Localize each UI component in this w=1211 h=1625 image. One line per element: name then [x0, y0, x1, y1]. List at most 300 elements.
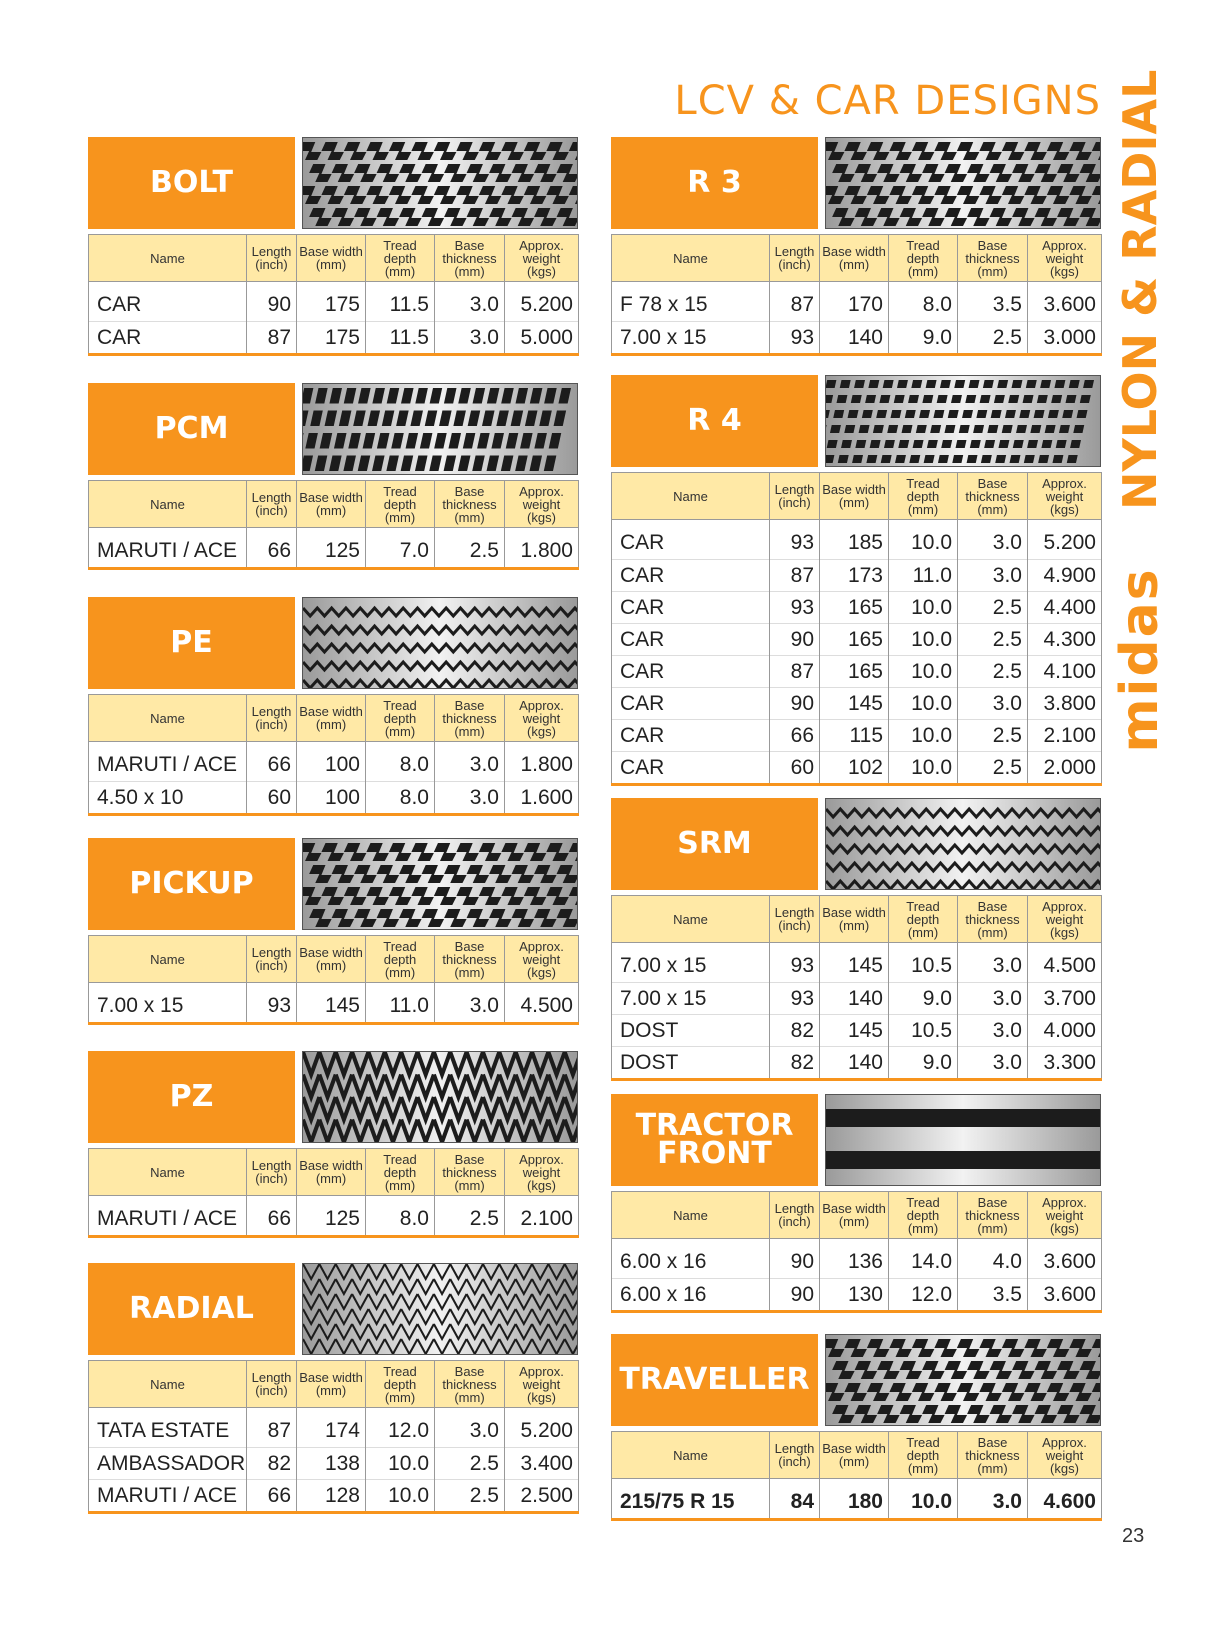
cell-base-width: 145 — [820, 688, 889, 720]
cell-weight: 2.100 — [505, 1196, 579, 1237]
column-header-base-width: Base width (mm) — [297, 235, 366, 282]
table-row — [612, 688, 1102, 720]
design-label: PCM — [88, 383, 295, 475]
cell-name: AMBASSADOR — [89, 1448, 247, 1480]
design-block-traveller — [611, 1334, 1101, 1521]
cell-name: 215/75 R 15 — [612, 1479, 770, 1520]
cell-base-width: 165 — [820, 624, 889, 656]
cell-weight: 1.800 — [505, 742, 579, 782]
cell-base-thickness: 3.0 — [958, 1479, 1028, 1520]
cell-tread-depth: 8.0 — [889, 282, 958, 322]
table-row — [89, 282, 579, 322]
spec-table — [611, 1191, 1102, 1313]
design-label: PE — [88, 597, 295, 689]
tread-pattern-image — [825, 1334, 1101, 1426]
cell-base-thickness: 3.0 — [958, 520, 1028, 560]
design-label: R 3 — [611, 137, 818, 229]
cell-base-thickness: 2.5 — [958, 752, 1028, 785]
cell-name: MARUTI / ACE — [89, 1196, 247, 1237]
design-block-r-4 — [611, 375, 1101, 786]
cell-base-width: 140 — [820, 983, 889, 1015]
column-header-length: Length (inch) — [247, 695, 297, 742]
cell-base-thickness: 2.5 — [958, 720, 1028, 752]
cell-base-thickness: 2.5 — [958, 656, 1028, 688]
design-label: RADIAL — [88, 1263, 295, 1355]
cell-length: 87 — [770, 282, 820, 322]
cell-base-width: 128 — [297, 1480, 366, 1513]
cell-tread-depth: 11.0 — [366, 983, 435, 1024]
brand-logo: midas — [1110, 567, 1170, 753]
column-header-name: Name — [89, 695, 247, 742]
table-row — [89, 322, 579, 355]
cell-weight: 1.600 — [505, 782, 579, 815]
cell-length: 66 — [247, 742, 297, 782]
spec-table — [88, 694, 579, 816]
table-row — [612, 592, 1102, 624]
cell-base-thickness: 2.5 — [958, 592, 1028, 624]
column-header-tread-depth: Tread depth (mm) — [366, 235, 435, 282]
cell-weight: 4.000 — [1028, 1015, 1102, 1047]
cell-base-thickness: 3.0 — [435, 282, 505, 322]
column-header-tread-depth: Tread depth (mm) — [366, 695, 435, 742]
column-header-tread-depth: Tread depth (mm) — [366, 1149, 435, 1196]
column-header-base-width: Base width (mm) — [297, 1149, 366, 1196]
cell-tread-depth: 11.0 — [889, 560, 958, 592]
cell-base-thickness: 3.5 — [958, 282, 1028, 322]
cell-name: F 78 x 15 — [612, 282, 770, 322]
design-block-bolt — [88, 137, 578, 356]
design-block-r-3 — [611, 137, 1101, 356]
column-header-tread-depth: Tread depth (mm) — [889, 896, 958, 943]
cell-base-width: 180 — [820, 1479, 889, 1520]
cell-base-width: 102 — [820, 752, 889, 785]
column-header-weight: Approx. weight (kgs) — [1028, 473, 1102, 520]
column-header-base-thickness: Base thickness (mm) — [435, 481, 505, 528]
column-header-tread-depth: Tread depth (mm) — [366, 481, 435, 528]
cell-weight: 2.100 — [1028, 720, 1102, 752]
column-header-base-thickness: Base thickness (mm) — [435, 1149, 505, 1196]
spec-table — [88, 234, 579, 356]
cell-base-width: 185 — [820, 520, 889, 560]
cell-tread-depth: 9.0 — [889, 322, 958, 355]
cell-length: 87 — [247, 322, 297, 355]
cell-weight: 5.200 — [505, 282, 579, 322]
column-header-base-width: Base width (mm) — [297, 936, 366, 983]
cell-weight: 4.300 — [1028, 624, 1102, 656]
design-block-srm — [611, 798, 1101, 1081]
tread-pattern-image — [302, 1051, 578, 1143]
cell-base-thickness: 3.0 — [435, 322, 505, 355]
cell-weight: 4.500 — [505, 983, 579, 1024]
cell-tread-depth: 10.0 — [889, 688, 958, 720]
column-header-name: Name — [89, 235, 247, 282]
column-header-tread-depth: Tread depth (mm) — [889, 1192, 958, 1239]
cell-base-width: 130 — [820, 1279, 889, 1312]
column-header-name: Name — [612, 1192, 770, 1239]
cell-base-width: 140 — [820, 322, 889, 355]
cell-weight: 3.600 — [1028, 1239, 1102, 1279]
table-row — [612, 656, 1102, 688]
design-block-pe — [88, 597, 578, 816]
table-row — [612, 943, 1102, 983]
column-header-weight: Approx. weight (kgs) — [505, 235, 579, 282]
cell-name: TATA ESTATE — [89, 1408, 247, 1448]
cell-base-width: 175 — [297, 322, 366, 355]
cell-name: 7.00 x 15 — [612, 322, 770, 355]
cell-weight: 3.600 — [1028, 1279, 1102, 1312]
cell-tread-depth: 8.0 — [366, 782, 435, 815]
column-header-base-width: Base width (mm) — [820, 235, 889, 282]
column-header-base-thickness: Base thickness (mm) — [435, 235, 505, 282]
section-side-label: NYLON & RADIAL — [1113, 69, 1167, 510]
cell-length: 66 — [247, 1196, 297, 1237]
column-header-length: Length (inch) — [247, 481, 297, 528]
cell-base-thickness: 3.0 — [958, 943, 1028, 983]
design-block-radial — [88, 1263, 578, 1514]
column-header-tread-depth: Tread depth (mm) — [889, 473, 958, 520]
table-row — [612, 1239, 1102, 1279]
cell-name: 7.00 x 15 — [89, 983, 247, 1024]
cell-name: 7.00 x 15 — [612, 943, 770, 983]
column-header-base-width: Base width (mm) — [820, 896, 889, 943]
tread-pattern-image — [825, 137, 1101, 229]
cell-base-thickness: 3.0 — [958, 1015, 1028, 1047]
cell-length: 93 — [770, 520, 820, 560]
cell-length: 87 — [247, 1408, 297, 1448]
cell-name: CAR — [612, 592, 770, 624]
cell-base-width: 138 — [297, 1448, 366, 1480]
column-header-base-width: Base width (mm) — [820, 1432, 889, 1479]
tread-pattern-image — [825, 375, 1101, 467]
design-block-pz — [88, 1051, 578, 1238]
column-header-length: Length (inch) — [247, 1361, 297, 1408]
column-header-weight: Approx. weight (kgs) — [1028, 896, 1102, 943]
cell-tread-depth: 8.0 — [366, 1196, 435, 1237]
page-title: LCV & CAR DESIGNS — [674, 78, 1101, 124]
cell-tread-depth: 9.0 — [889, 1047, 958, 1080]
cell-tread-depth: 12.0 — [889, 1279, 958, 1312]
cell-base-width: 165 — [820, 656, 889, 688]
spec-table — [611, 895, 1102, 1081]
cell-weight: 5.200 — [1028, 520, 1102, 560]
cell-base-thickness: 3.5 — [958, 1279, 1028, 1312]
cell-length: 66 — [247, 1480, 297, 1513]
table-row — [612, 1279, 1102, 1312]
cell-weight: 3.400 — [505, 1448, 579, 1480]
column-header-weight: Approx. weight (kgs) — [1028, 235, 1102, 282]
table-row — [89, 1448, 579, 1480]
cell-name: DOST — [612, 1015, 770, 1047]
cell-tread-depth: 10.0 — [889, 1479, 958, 1520]
page-number: 23 — [1122, 1525, 1145, 1547]
column-header-length: Length (inch) — [770, 1192, 820, 1239]
cell-base-thickness: 3.0 — [958, 1047, 1028, 1080]
table-row — [612, 322, 1102, 355]
cell-base-thickness: 3.0 — [435, 782, 505, 815]
cell-base-thickness: 4.0 — [958, 1239, 1028, 1279]
cell-base-width: 145 — [820, 943, 889, 983]
cell-base-thickness: 3.0 — [958, 560, 1028, 592]
column-header-base-width: Base width (mm) — [297, 1361, 366, 1408]
tread-pattern-image — [825, 1094, 1101, 1186]
design-label: PICKUP — [88, 838, 295, 930]
tread-pattern-image — [302, 383, 578, 475]
cell-tread-depth: 10.0 — [889, 520, 958, 560]
cell-base-thickness: 3.0 — [435, 983, 505, 1024]
spec-table — [88, 935, 579, 1025]
cell-length: 87 — [770, 656, 820, 688]
cell-weight: 2.000 — [1028, 752, 1102, 785]
cell-name: MARUTI / ACE — [89, 1480, 247, 1513]
cell-length: 82 — [770, 1047, 820, 1080]
column-header-weight: Approx. weight (kgs) — [505, 481, 579, 528]
cell-weight: 3.000 — [1028, 322, 1102, 355]
cell-tread-depth: 10.0 — [889, 592, 958, 624]
cell-base-thickness: 2.5 — [958, 624, 1028, 656]
table-row — [612, 752, 1102, 785]
column-header-length: Length (inch) — [247, 1149, 297, 1196]
tread-pattern-image — [302, 838, 578, 930]
table-row — [612, 624, 1102, 656]
tread-pattern-image — [302, 1263, 578, 1355]
cell-tread-depth: 14.0 — [889, 1239, 958, 1279]
cell-length: 90 — [770, 624, 820, 656]
cell-base-width: 170 — [820, 282, 889, 322]
cell-name: CAR — [89, 322, 247, 355]
spec-table — [611, 472, 1102, 786]
cell-name: CAR — [612, 560, 770, 592]
spec-table — [88, 1360, 579, 1514]
cell-length: 93 — [247, 983, 297, 1024]
column-header-name: Name — [89, 1361, 247, 1408]
cell-weight: 4.900 — [1028, 560, 1102, 592]
cell-weight: 3.700 — [1028, 983, 1102, 1015]
cell-name: CAR — [612, 520, 770, 560]
table-row — [89, 983, 579, 1024]
cell-length: 93 — [770, 322, 820, 355]
column-header-weight: Approx. weight (kgs) — [505, 1361, 579, 1408]
column-header-base-thickness: Base thickness (mm) — [958, 1432, 1028, 1479]
table-row — [89, 528, 579, 569]
column-header-name: Name — [612, 235, 770, 282]
design-label: TRAVELLER — [611, 1334, 818, 1426]
table-row — [89, 742, 579, 782]
spec-table — [88, 1148, 579, 1238]
column-header-tread-depth: Tread depth (mm) — [889, 235, 958, 282]
cell-weight: 2.500 — [505, 1480, 579, 1513]
column-header-base-thickness: Base thickness (mm) — [435, 936, 505, 983]
table-row — [612, 520, 1102, 560]
cell-length: 66 — [770, 720, 820, 752]
cell-base-width: 174 — [297, 1408, 366, 1448]
cell-tread-depth: 10.5 — [889, 943, 958, 983]
column-header-base-thickness: Base thickness (mm) — [435, 695, 505, 742]
cell-weight: 4.600 — [1028, 1479, 1102, 1520]
cell-weight: 5.000 — [505, 322, 579, 355]
table-row — [89, 1408, 579, 1448]
cell-length: 90 — [247, 282, 297, 322]
design-label: BOLT — [88, 137, 295, 229]
cell-weight: 5.200 — [505, 1408, 579, 1448]
column-header-base-thickness: Base thickness (mm) — [958, 473, 1028, 520]
cell-length: 66 — [247, 528, 297, 569]
cell-tread-depth: 10.0 — [889, 752, 958, 785]
cell-base-thickness: 3.0 — [958, 688, 1028, 720]
cell-length: 93 — [770, 592, 820, 624]
column-header-name: Name — [89, 481, 247, 528]
column-header-base-thickness: Base thickness (mm) — [435, 1361, 505, 1408]
cell-name: CAR — [612, 752, 770, 785]
cell-tread-depth: 10.5 — [889, 1015, 958, 1047]
column-header-base-thickness: Base thickness (mm) — [958, 1192, 1028, 1239]
cell-length: 82 — [770, 1015, 820, 1047]
cell-tread-depth: 10.0 — [889, 720, 958, 752]
column-header-weight: Approx. weight (kgs) — [1028, 1192, 1102, 1239]
cell-length: 60 — [770, 752, 820, 785]
cell-name: DOST — [612, 1047, 770, 1080]
table-row — [89, 1480, 579, 1513]
design-block-tractor-front — [611, 1094, 1101, 1313]
column-header-tread-depth: Tread depth (mm) — [366, 936, 435, 983]
cell-tread-depth: 10.0 — [889, 624, 958, 656]
cell-name: CAR — [612, 720, 770, 752]
column-header-base-thickness: Base thickness (mm) — [958, 235, 1028, 282]
cell-tread-depth: 9.0 — [889, 983, 958, 1015]
spec-table — [611, 234, 1102, 356]
cell-tread-depth: 8.0 — [366, 742, 435, 782]
cell-base-width: 100 — [297, 742, 366, 782]
tread-pattern-image — [302, 597, 578, 689]
cell-length: 93 — [770, 943, 820, 983]
table-row — [612, 1479, 1102, 1520]
cell-base-width: 173 — [820, 560, 889, 592]
cell-base-thickness: 2.5 — [435, 528, 505, 569]
cell-base-width: 145 — [820, 1015, 889, 1047]
cell-name: 4.50 x 10 — [89, 782, 247, 815]
cell-weight: 3.300 — [1028, 1047, 1102, 1080]
cell-name: CAR — [612, 624, 770, 656]
cell-tread-depth: 7.0 — [366, 528, 435, 569]
column-header-base-width: Base width (mm) — [297, 695, 366, 742]
column-header-name: Name — [89, 1149, 247, 1196]
column-header-base-thickness: Base thickness (mm) — [958, 896, 1028, 943]
cell-name: 7.00 x 15 — [612, 983, 770, 1015]
cell-name: CAR — [612, 656, 770, 688]
cell-length: 82 — [247, 1448, 297, 1480]
cell-name: 6.00 x 16 — [612, 1239, 770, 1279]
cell-base-width: 100 — [297, 782, 366, 815]
column-header-tread-depth: Tread depth (mm) — [366, 1361, 435, 1408]
spec-table — [88, 480, 579, 570]
spec-table — [611, 1431, 1102, 1521]
cell-base-width: 125 — [297, 1196, 366, 1237]
cell-tread-depth: 11.5 — [366, 282, 435, 322]
cell-base-width: 140 — [820, 1047, 889, 1080]
cell-length: 87 — [770, 560, 820, 592]
design-block-pickup — [88, 838, 578, 1025]
cell-base-thickness: 2.5 — [435, 1196, 505, 1237]
cell-base-thickness: 2.5 — [435, 1480, 505, 1513]
column-header-name: Name — [612, 1432, 770, 1479]
cell-weight: 3.600 — [1028, 282, 1102, 322]
column-header-length: Length (inch) — [770, 473, 820, 520]
column-header-name: Name — [612, 896, 770, 943]
column-header-length: Length (inch) — [770, 1432, 820, 1479]
column-header-weight: Approx. weight (kgs) — [505, 1149, 579, 1196]
column-header-name: Name — [612, 473, 770, 520]
design-label: PZ — [88, 1051, 295, 1143]
cell-tread-depth: 10.0 — [889, 656, 958, 688]
column-header-base-width: Base width (mm) — [820, 1192, 889, 1239]
cell-base-width: 136 — [820, 1239, 889, 1279]
cell-base-thickness: 2.5 — [958, 322, 1028, 355]
table-row — [612, 720, 1102, 752]
table-row — [89, 782, 579, 815]
cell-base-thickness: 3.0 — [958, 983, 1028, 1015]
column-header-length: Length (inch) — [770, 235, 820, 282]
cell-name: MARUTI / ACE — [89, 528, 247, 569]
cell-length: 90 — [770, 688, 820, 720]
cell-base-width: 125 — [297, 528, 366, 569]
cell-base-width: 115 — [820, 720, 889, 752]
cell-length: 90 — [770, 1279, 820, 1312]
table-row — [612, 282, 1102, 322]
cell-name: CAR — [89, 282, 247, 322]
column-header-tread-depth: Tread depth (mm) — [889, 1432, 958, 1479]
column-header-weight: Approx. weight (kgs) — [1028, 1432, 1102, 1479]
design-block-pcm — [88, 383, 578, 570]
cell-base-thickness: 2.5 — [435, 1448, 505, 1480]
column-header-name: Name — [89, 936, 247, 983]
cell-weight: 3.800 — [1028, 688, 1102, 720]
cell-base-width: 165 — [820, 592, 889, 624]
cell-length: 84 — [770, 1479, 820, 1520]
column-header-base-width: Base width (mm) — [820, 473, 889, 520]
design-label: R 4 — [611, 375, 818, 467]
cell-name: 6.00 x 16 — [612, 1279, 770, 1312]
cell-base-width: 175 — [297, 282, 366, 322]
cell-tread-depth: 12.0 — [366, 1408, 435, 1448]
cell-name: CAR — [612, 688, 770, 720]
cell-length: 60 — [247, 782, 297, 815]
cell-tread-depth: 11.5 — [366, 322, 435, 355]
column-header-base-width: Base width (mm) — [297, 481, 366, 528]
cell-tread-depth: 10.0 — [366, 1448, 435, 1480]
cell-length: 93 — [770, 983, 820, 1015]
design-label: TRACTOR FRONT — [611, 1094, 818, 1186]
cell-base-width: 145 — [297, 983, 366, 1024]
column-header-length: Length (inch) — [770, 896, 820, 943]
table-row — [612, 983, 1102, 1015]
column-header-length: Length (inch) — [247, 936, 297, 983]
column-header-length: Length (inch) — [247, 235, 297, 282]
table-row — [612, 560, 1102, 592]
cell-name: MARUTI / ACE — [89, 742, 247, 782]
cell-length: 90 — [770, 1239, 820, 1279]
tread-pattern-image — [825, 798, 1101, 890]
cell-weight: 4.500 — [1028, 943, 1102, 983]
cell-base-thickness: 3.0 — [435, 742, 505, 782]
table-row — [612, 1047, 1102, 1080]
tread-pattern-image — [302, 137, 578, 229]
table-row — [89, 1196, 579, 1237]
cell-weight: 4.100 — [1028, 656, 1102, 688]
cell-base-thickness: 3.0 — [435, 1408, 505, 1448]
cell-weight: 4.400 — [1028, 592, 1102, 624]
design-label: SRM — [611, 798, 818, 890]
column-header-weight: Approx. weight (kgs) — [505, 936, 579, 983]
cell-tread-depth: 10.0 — [366, 1480, 435, 1513]
